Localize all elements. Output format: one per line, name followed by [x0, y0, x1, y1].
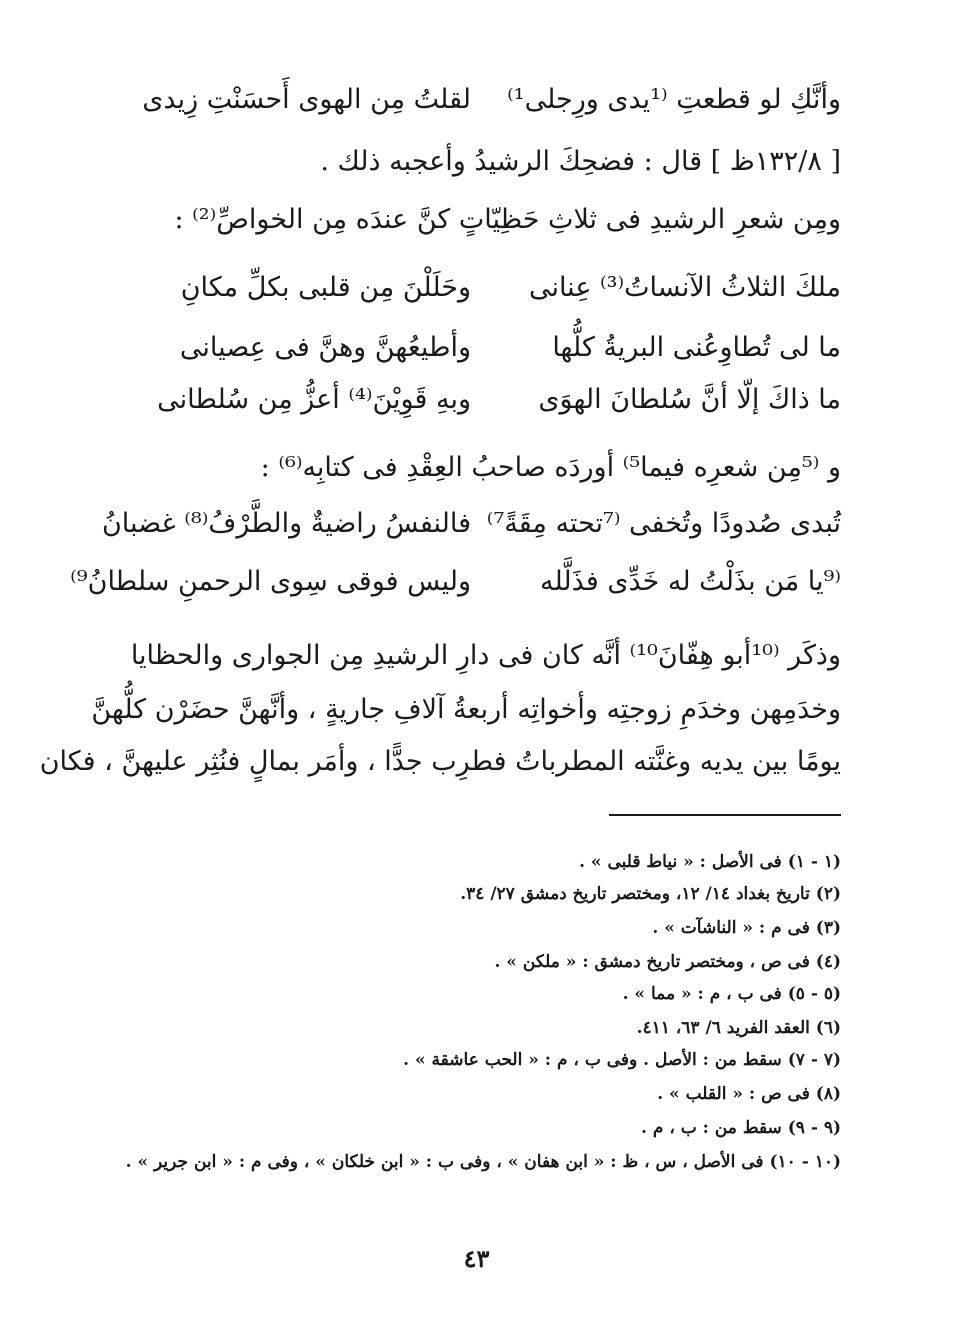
verse-line [111, 266, 841, 310]
verse-first-hemistich: وأنَّكِ لو قطعتِ ⁽¹يدى ورِجلى¹⁾ [507, 84, 841, 115]
verse-line [70, 560, 841, 604]
footnote: (٤) فى ص ، ومختصر تاريخ دمشق : « ملكن » . [494, 952, 841, 972]
footnote: (٦) العقد الفريد ٦/ ٦٣، ٤١١. [636, 1018, 841, 1038]
verse-second-hemistich: لقلتُ مِن الهوى أَحسَنْتِ زِيدى [142, 84, 471, 115]
footnote: (٢) تاريخ بغداد ١٤/ ١٢، ومختصر تاريخ دمشق ٢٧/ ٣٤. [460, 884, 841, 904]
paragraph-line: وذكَر ⁽¹⁰أبو هِفّانَ¹⁰⁾ أنَّه كان فى دارِ الرشيدِ مِن الجوارى والحظايا [130, 640, 841, 671]
paragraph-line: يومًا بين يديه وغنَّته المطرباتُ فطرِب جدًّا ، وأمَر بمالٍ فنُثِر عليهنَّ ، فكان [39, 746, 841, 777]
verse-second-hemistich: وأطيعُهنَّ وهنَّ فى عِصيانى [179, 332, 471, 363]
verse-line [111, 326, 841, 370]
footnote: (٣) فى م : « الناشآت » . [652, 918, 841, 938]
verse-first-hemistich: ⁽⁹يا مَن بذَلْتُ له خَدِّى فذَلَّله [540, 566, 841, 597]
verse-second-hemistich: وحَلَلْنَ مِن قلبى بكلِّ مكانِ [180, 272, 471, 303]
verse-first-hemistich: ما ذاكَ إلّا أنَّ سُلطانَ الهوَى [538, 384, 841, 415]
verse-first-hemistich: تُبدى صُدودًا وتُخفى ⁽⁷تحته مِقَةً⁷⁾ [486, 508, 841, 539]
paragraph-line: وخدَمِهن وخدَمِ زوجتِه وأخواتِه أربعةُ آلافِ جاريةٍ ، وأنَّهنَّ حضَرْن كلُّهنَّ [91, 694, 841, 725]
verse-line [101, 502, 841, 546]
footnote: (٥ - ٥) فى ب ، م : « مما » . [622, 984, 841, 1004]
text-line: ومِن شعرِ الرشيدِ فى ثلاثِ حَظِيّاتٍ كنَّ عندَه مِن الخواصِّ⁽²⁾ : [174, 204, 841, 235]
footnote: (١ - ١) فى الأصل : « نياط قلبى » . [579, 852, 841, 872]
verse-second-hemistich: وبهِ قَوِيْنَ⁽⁴⁾ أعزُّ مِن سُلطانى [157, 384, 471, 415]
page-number: ٤٣ [463, 1244, 490, 1273]
verse-line [111, 378, 841, 422]
footnote: (٧ - ٧) سقط من : الأصل . وفى ب ، م : « الحب عاشقة » . [403, 1050, 841, 1070]
verse-first-hemistich: ملكَ الثلاثُ الآنساتُ⁽³⁾ عِنانى [528, 272, 841, 303]
verse-second-hemistich: وليس فوقى سِوى الرحمنِ سلطانُ⁹⁾ [70, 566, 471, 597]
verse-second-hemistich: فالنفسُ راضيةٌ والطَّرْفُ⁽⁸⁾ غضبانُ [101, 508, 471, 539]
text-line: [ ١٣٢/٨ظ ] قال : فضحِكَ الرشيدُ وأعجبه ذلك . [320, 146, 841, 177]
verse-first-hemistich: ما لى تُطاوِعُنى البريةُ كلُّها [552, 332, 841, 363]
footnote: (١٠ - ١٠) فى الأصل ، س ، ظ : « ابن هفان » ، وفى ب : « ابن خلكان » ، وفى م : « ابن جرير » . [125, 1152, 841, 1172]
footnote-separator [609, 814, 841, 816]
text-line: و ⁽⁵مِن شعرِه فيما⁵⁾ أوردَه صاحبُ العِقْدِ فى كتابِه⁽⁶⁾ : [260, 452, 841, 483]
footnote: (٨) فى ص : « القلب » . [657, 1084, 841, 1104]
verse-line [111, 78, 841, 122]
footnote: (٩ - ٩) سقط من : ب ، م . [641, 1118, 841, 1138]
